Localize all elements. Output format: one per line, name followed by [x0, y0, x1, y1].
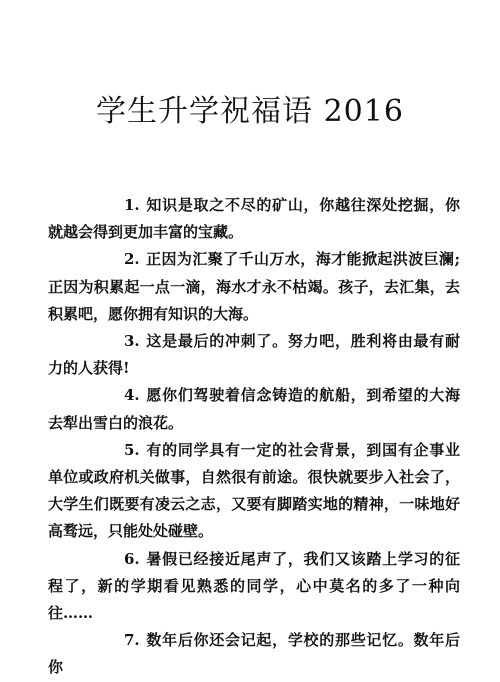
document-body — [48, 192, 460, 682]
item-text: 有的同学具有一定的社会背景，到国有企事业单位或政府机关做事，自然很有前途。很快就要步入社会了，大学生们既要有凌云之志，又要有脚踏实地的精神，一味地好高骛远，只能处处碰壁。 — [48, 440, 460, 541]
item-text: 暑假已经接近尾声了，我们又该踏上学习的征程了，新的学期看见熟悉的同学，心中莫名的多了一种向往…… — [48, 549, 460, 623]
list-item — [48, 437, 460, 546]
item-number: 7. — [124, 631, 140, 650]
item-number: 4. — [124, 386, 140, 405]
item-text: 愿你们驾驶着信念铸造的航船，到希望的大海去犁出雪白的浪花。 — [48, 386, 460, 432]
item-text: 这是最后的冲刺了。努力吧，胜利将由最有耐力的人获得! — [48, 332, 460, 378]
list-item — [48, 546, 460, 628]
item-text: 数年后你还会记起，学校的那些记忆。数年后你 — [48, 631, 460, 677]
item-number: 1. — [124, 196, 140, 214]
list-item — [48, 328, 460, 382]
item-text: 知识是取之不尽的矿山，你越往深处挖掘，你就越会得到更加丰富的宝藏。 — [48, 196, 460, 242]
list-item — [48, 382, 460, 436]
item-number: 6. — [124, 549, 140, 568]
item-number: 2. — [124, 250, 140, 269]
item-number: 5. — [124, 440, 140, 459]
item-number: 3. — [124, 332, 140, 351]
list-item — [48, 192, 460, 246]
list-item — [48, 627, 460, 681]
list-item — [48, 246, 460, 328]
item-text: 正因为汇聚了千山万水，海才能掀起洪波巨澜;正因为积累起一点一滴，海水才永不枯竭。孩子，去汇集，去积累吧，愿你拥有知识的大海。 — [48, 250, 460, 323]
document-title: 学生升学祝福语 2016 — [96, 94, 404, 129]
